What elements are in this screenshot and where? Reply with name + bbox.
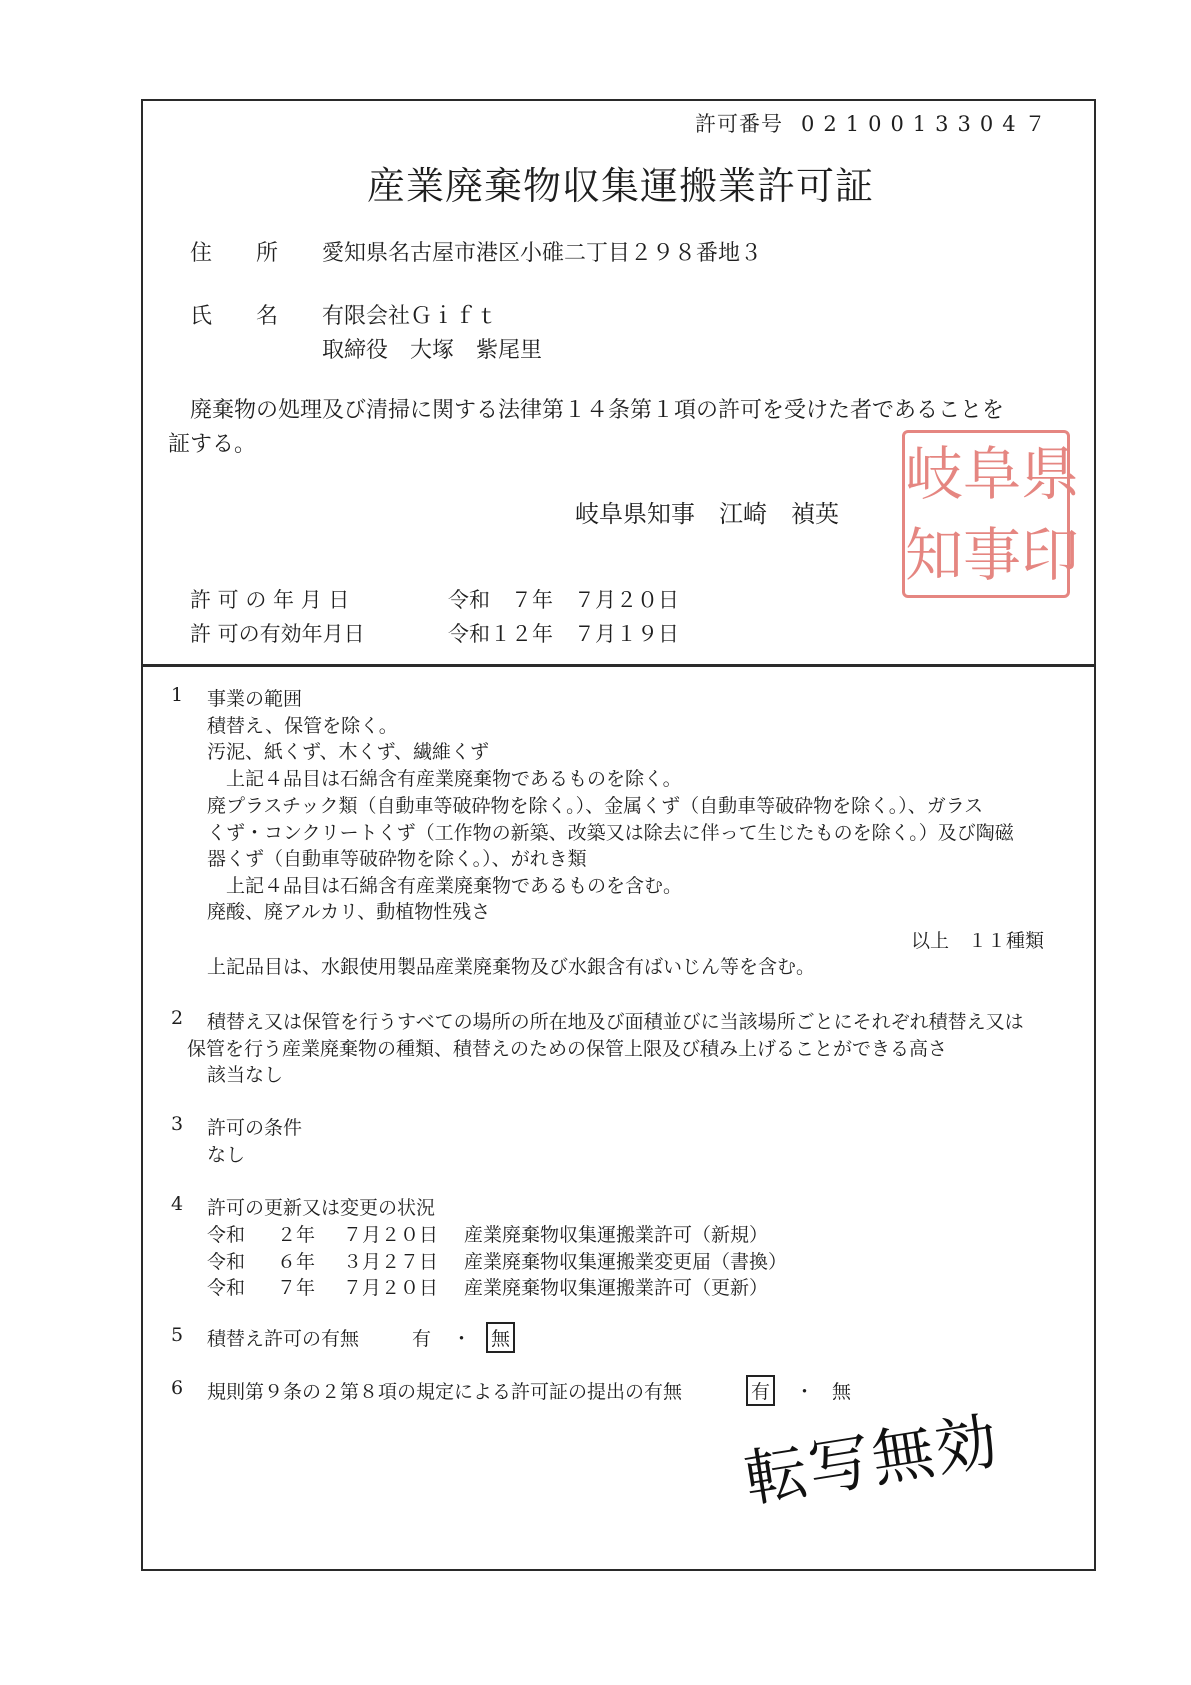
- history-row: [207, 1273, 768, 1300]
- seal-char: 事: [963, 520, 1022, 589]
- section-1-line: 廃プラスチック類（自動車等破砕物を除く。）、金属くず（自動車等破砕物を除く。）、ガラス: [207, 795, 984, 817]
- certification-line-1: 廃棄物の処理及び清掃に関する法律第１４条第１項の許可を受けた者であることを: [168, 398, 1005, 423]
- section-1-line: 廃酸、廃アルカリ、動植物性残さ: [207, 901, 491, 923]
- section-1-line: 上記４品目は石綿含有産業廃棄物であるものを含む。: [207, 875, 683, 897]
- option-separator: ・: [452, 1328, 472, 1350]
- transship-option-yes: 有: [412, 1328, 432, 1350]
- seal-char: 県: [1021, 439, 1080, 508]
- section-5-number: 5: [171, 1324, 184, 1346]
- company-name: 有限会社Ｇｉｆｔ: [322, 304, 499, 329]
- history-row: [207, 1220, 768, 1247]
- transship-option-no-selected: 無: [486, 1322, 515, 1353]
- history-desc: 産業廃棄物収集運搬業許可（新規）: [464, 1224, 769, 1246]
- seal-char: 印: [1021, 520, 1080, 589]
- section-1-line: 上記４品目は石綿含有産業廃棄物であるものを除く。: [207, 768, 682, 790]
- issuer-signature: 岐阜県知事 江崎 禎英: [575, 500, 839, 528]
- section-6-heading: 規則第９条の２第８項の規定による許可証の提出の有無: [207, 1381, 683, 1403]
- submission-option-yes-selected: 有: [746, 1375, 775, 1406]
- option-separator: ・: [795, 1381, 815, 1403]
- seal-char: 岐: [905, 439, 964, 508]
- section-4-number: 4: [171, 1193, 184, 1215]
- address-label: 住 所: [190, 241, 279, 266]
- section-1-line: 器くず（自動車等破砕物を除く。）、がれき類: [207, 848, 587, 870]
- section-divider: [141, 664, 1096, 667]
- no-copy-stamp: 転写無効: [740, 1403, 1005, 1517]
- section-2-heading-line-1: 積替え又は保管を行うすべての場所の所在地及び面積並びに当該場所ごとにそれぞれ積替え又は: [207, 1011, 1024, 1033]
- history-year: ２年: [277, 1224, 316, 1246]
- permit-number: [695, 108, 1055, 138]
- section-1-line: 汚泥、紙くず、木くず、繊維くず: [207, 741, 489, 763]
- representative-name: 取締役 大塚 紫尾里: [322, 338, 543, 363]
- section-2-heading-line-2: 保管を行う産業廃棄物の種類、積替えのための保管上限及び積み上げることができる高さ: [187, 1038, 948, 1060]
- name-label: 氏 名: [190, 304, 279, 329]
- history-era: 令和: [207, 1277, 246, 1299]
- address-value: 愛知県名古屋市港区小碓二丁目２９８番地３: [322, 241, 763, 266]
- seal-char: 阜: [963, 439, 1022, 508]
- history-row: [207, 1247, 787, 1274]
- section-2-value: 該当なし: [207, 1064, 284, 1086]
- section-1-line: くず・コンクリートくず（工作物の新築、改築又は除去に伴って生じたものを除く。）及び陶磁: [207, 822, 1014, 844]
- section-1-line: 積替え、保管を除く。: [207, 715, 398, 737]
- history-year: ７年: [277, 1277, 316, 1299]
- section-6-number: 6: [171, 1377, 184, 1399]
- section-5-heading: 積替え許可の有無: [207, 1328, 360, 1350]
- document-title: 産業廃棄物収集運搬業許可証: [366, 164, 874, 208]
- permit-number-value: 0210013304７: [801, 112, 1055, 136]
- section-1-total: 以上 １１種類: [911, 930, 1045, 952]
- section-1-number: 1: [171, 684, 184, 706]
- section-3-number: 3: [171, 1113, 184, 1135]
- expiry-date-value: 令和１２年 ７月１９日: [448, 622, 679, 646]
- certification-line-2: 証する。: [168, 432, 257, 457]
- permit-number-label: 許可番号: [695, 112, 783, 136]
- history-desc: 産業廃棄物収集運搬業変更届（書換）: [464, 1251, 788, 1273]
- section-2-number: 2: [171, 1007, 184, 1029]
- history-era: 令和: [207, 1224, 246, 1246]
- section-1-note: 上記品目は、水銀使用製品産業廃棄物及び水銀含有ばいじん等を含む。: [207, 956, 816, 978]
- seal-char: 知: [905, 520, 964, 589]
- issue-date-value: 令和 ７年 ７月２０日: [448, 588, 679, 612]
- history-date: ７月２０日: [343, 1277, 439, 1299]
- section-3-heading: 許可の条件: [207, 1117, 303, 1139]
- expiry-date-label: 許 可の有効年月日: [190, 622, 365, 646]
- issue-date-label: 許 可 の 年 月 日: [190, 588, 350, 612]
- history-year: ６年: [277, 1251, 316, 1273]
- section-1-heading: 事業の範囲: [207, 688, 303, 710]
- history-date: ７月２０日: [343, 1224, 439, 1246]
- history-era: 令和: [207, 1251, 246, 1273]
- governor-seal: [902, 430, 1080, 598]
- history-desc: 産業廃棄物収集運搬業許可（更新）: [464, 1277, 769, 1299]
- section-4-heading: 許可の更新又は変更の状況: [207, 1197, 436, 1219]
- submission-option-no: 無: [832, 1381, 852, 1403]
- section-3-value: なし: [207, 1144, 246, 1166]
- history-date: ３月２７日: [343, 1251, 439, 1273]
